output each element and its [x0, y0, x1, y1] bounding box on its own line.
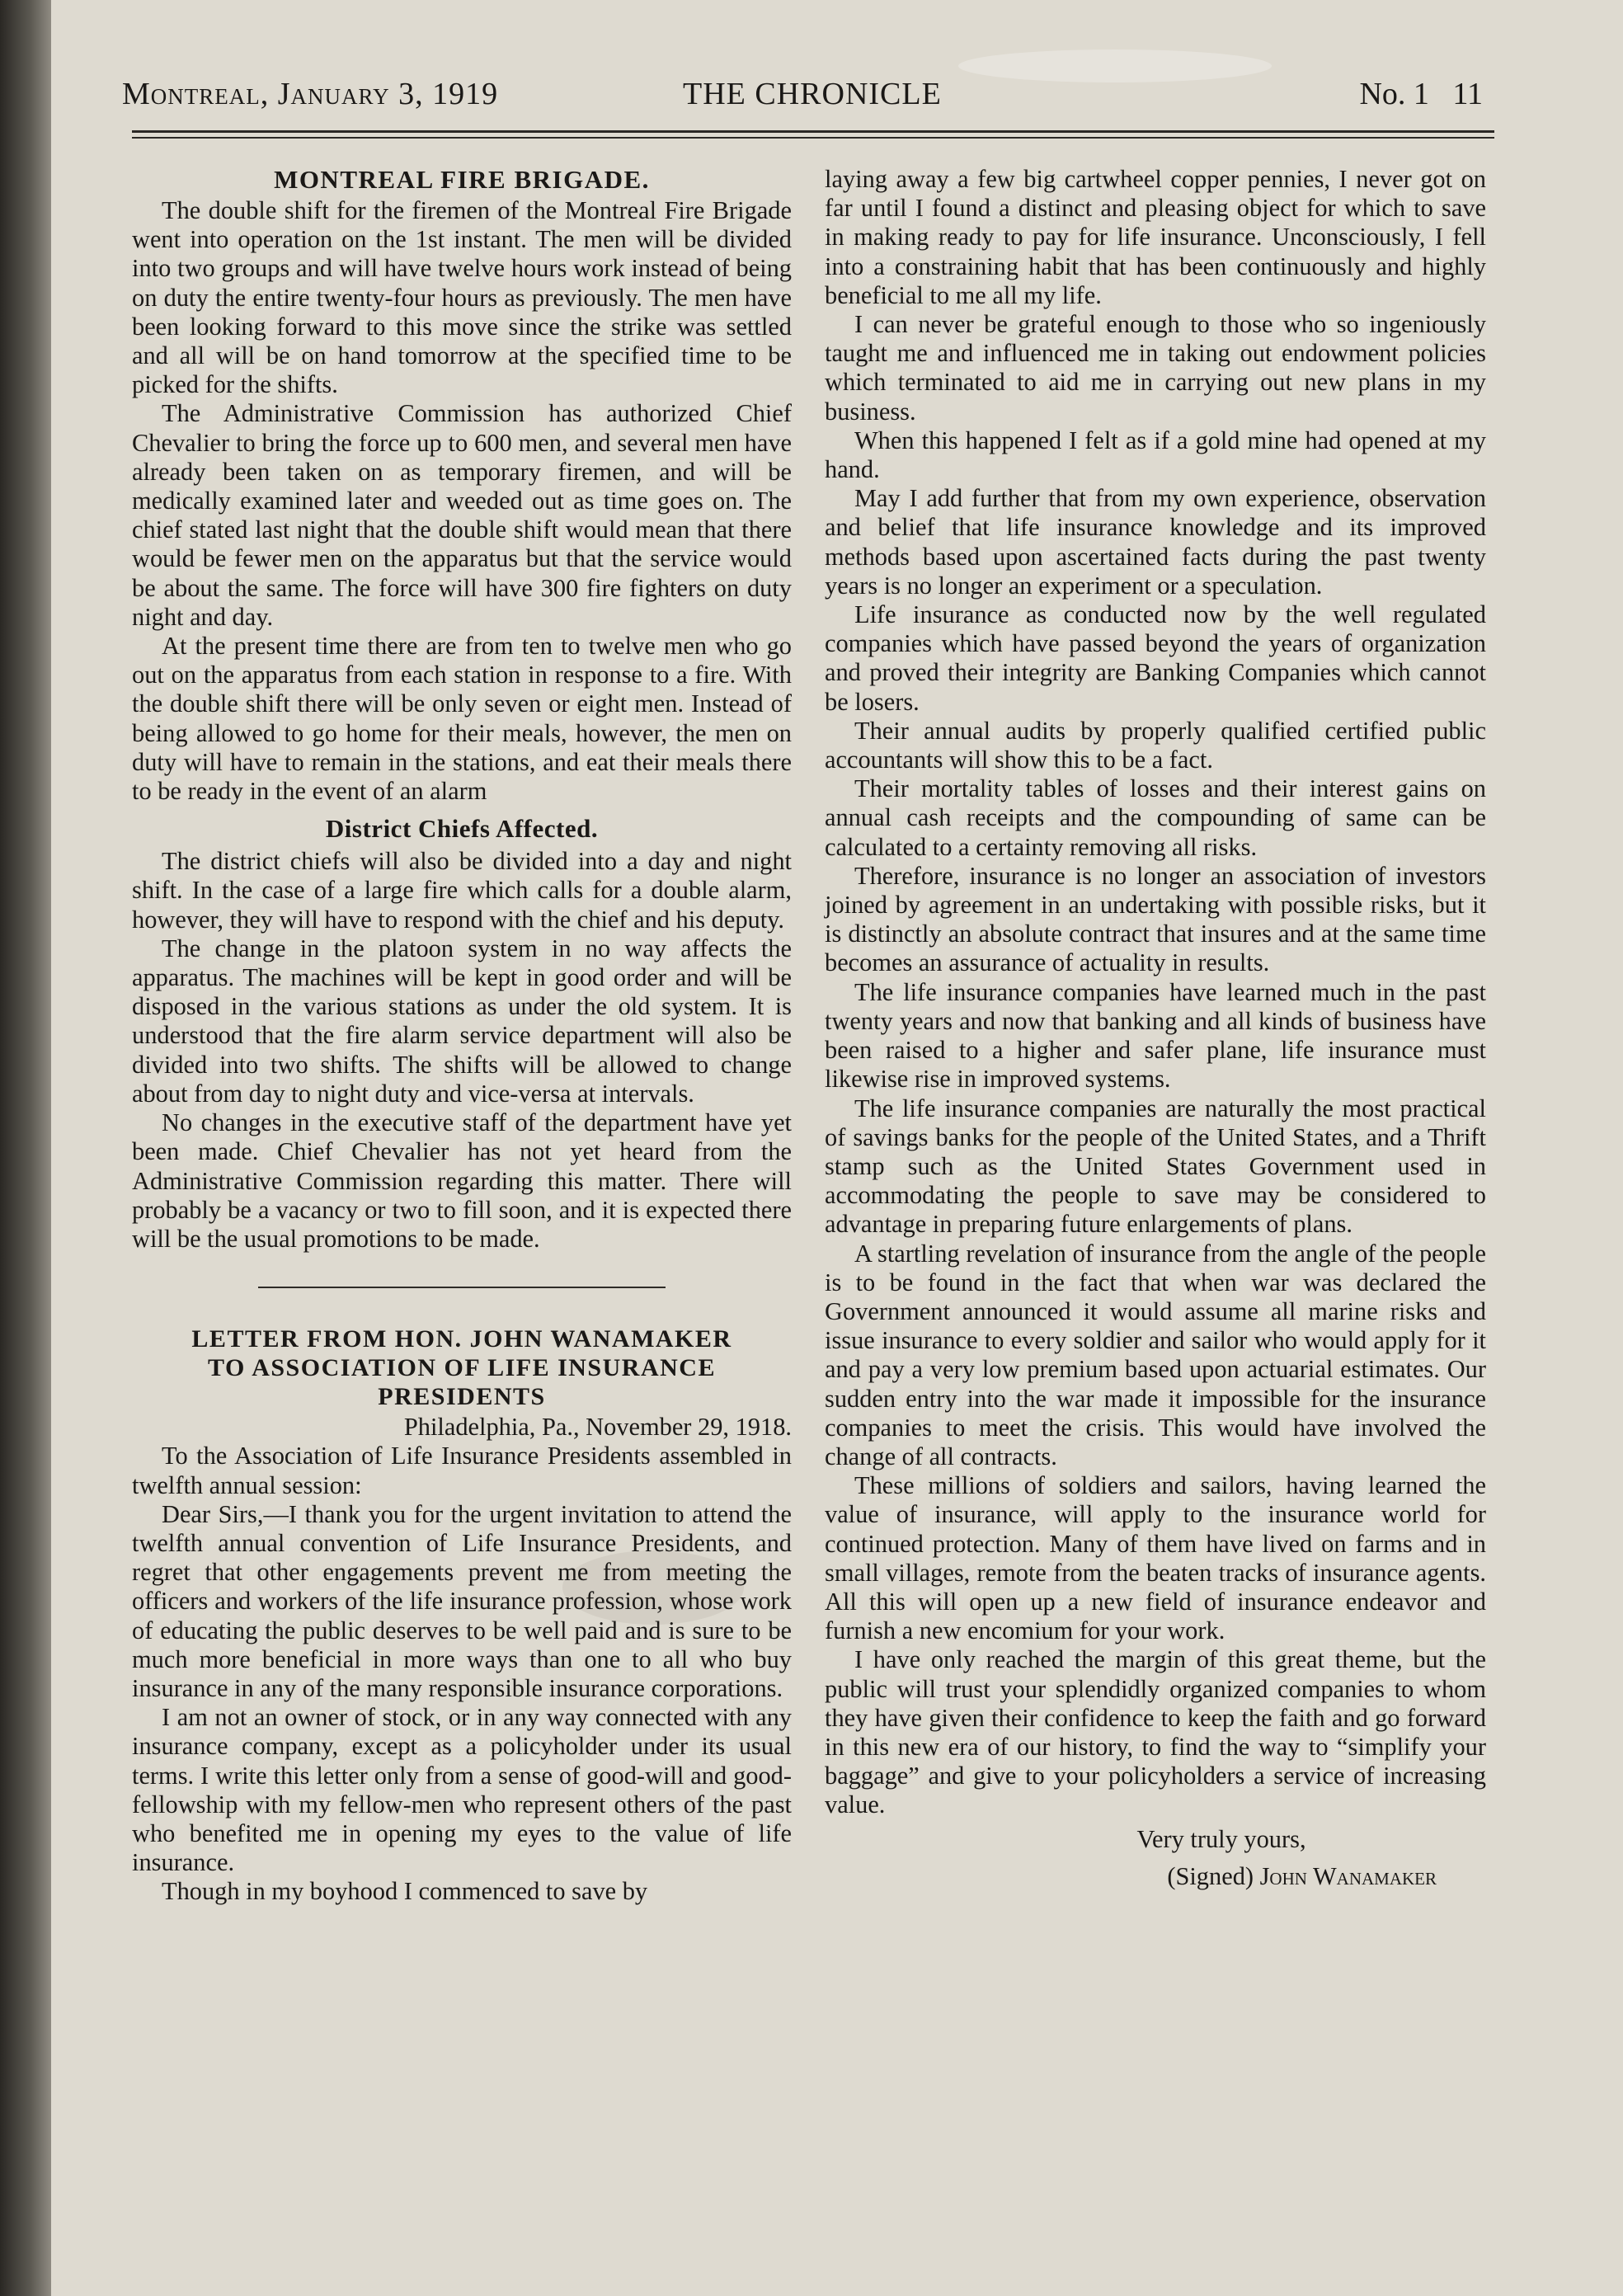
- letter-paragraph: The life insurance companies are naturally the most practical of savings banks for the people of the United States, and a Thrift stamp such as the United States Government used in accommodating the people to save may be considered to advantage in preparing future enlargements of plans.: [825, 1094, 1486, 1239]
- letter-paragraph-list: [825, 310, 1486, 1820]
- letter-closing: Very truly yours,: [1136, 1824, 1306, 1853]
- signer-name: John Wanamaker: [1259, 1861, 1437, 1890]
- letter-paragraph: These millions of soldiers and sailors, having learned the value of insurance, will apply to the insurance world for continued protection. Many of them have lived on farms and in small villages, remote from the beaten tracks of insurance agents. All this will open up a new field of insurance endeavor and furnish a new encomium for your work.: [825, 1471, 1486, 1645]
- letter-dateline: Philadelphia, Pa., November 29, 1918.: [403, 1413, 792, 1442]
- letter-paragraph: Though in my boyhood I commenced to save by: [162, 1877, 648, 1906]
- article-paragraph: The Administrative Commission has authorized Chief Chevalier to bring the force up to 600 men, and several men have already been taken on as temporary firemen, and will be medically examined later and weeded out as time goes on. The chief stated last night that the double shift would mean that there would be fewer men on the apparatus but that the service would be about the same. The force will have 300 fire fighters on duty night and day.: [132, 399, 792, 631]
- letter-address: To the Association of Life Insurance Presidents assembled in twelfth annual session:: [132, 1442, 792, 1499]
- letter-paragraph: Their mortality tables of losses and their interest gains on annual cash receipts and the compounding of same can be calculated to a certainty removing all risks.: [825, 774, 1486, 861]
- title-line: PRESIDENTS: [378, 1383, 546, 1411]
- page-header: [122, 76, 1483, 122]
- letter-paragraph: When this happened I felt as if a gold mine had opened at my hand.: [825, 426, 1486, 484]
- letter-paragraph: I can never be grateful enough to those who so ingeniously taught me and influenced me in taking out endowment policies which terminated to aid me in carrying out new plans in my business.: [825, 310, 1486, 426]
- letter-paragraph: The life insurance companies have learned much in the past twenty years and now that banking and all kinds of business have been raised to a higher and safer plane, life insurance must likewise rise in improved systems.: [825, 977, 1486, 1094]
- letter-paragraph: May I add further that from my own experience, observation and belief that life insurance knowledge and its improved methods based upon ascertained facts during the past twenty years is no longer an experiment or a speculation.: [825, 484, 1486, 600]
- left-column: [132, 165, 792, 1907]
- title-line: TO ASSOCIATION OF LIFE INSURANCE: [208, 1354, 716, 1382]
- article-paragraph: The change in the platoon system in no way affects the apparatus. The machines will be kept in good order and will be disposed in the various stations as under the old system. It is understood that the fire alarm service department will also be divided into two shifts. The shifts will be allowed to change about from day to night duty and vice-versa at intervals.: [132, 934, 792, 1108]
- header-dateline: Montreal, January 3, 1919: [122, 77, 499, 111]
- letter-paragraph-continued: laying away a few big cartwheel copper pennies, I never got on far until I found a distinct and pleasing object for which to save in making ready to pay for life insurance. Unconsciously, I fell into a constraining habit that has been continuously and highly beneficial to me all my life.: [825, 165, 1486, 309]
- letter-paragraph: Dear Sirs,—I thank you for the urgent invitation to attend the twelfth annual convention of Life Insurance Presidents, and regret that other engagements prevent me from meeting the officers and workers of the life insurance profession, whose work of educating the public deserves to be well paid and is sure to be much more beneficial in more ways than one to all who buy insurance in any of the many responsible insurance corporations.: [132, 1499, 792, 1702]
- letter-paragraph: A startling revelation of insurance from the angle of the people is to be found in the fact that when war was declared the Government announced it would assume all marine risks and issue insurance to every soldier and sailor who would apply for it and pay a very low premium based upon actuarial estimates. Our sudden entry into the war made it impossible for the insurance companies to meet the crisis. This would have involved the change of all contracts.: [825, 1239, 1486, 1470]
- letter-paragraph: Their annual audits by properly qualified certified public accountants will show this to be a fact.: [825, 716, 1486, 774]
- article-title-letter: [132, 1324, 792, 1411]
- article-paragraph: The double shift for the firemen of the Montreal Fire Brigade went into operation on the 1st instant. The men will be divided into two groups and will have twelve hours work instead of being on duty the entire twenty-four hours as previously. The men have been looking forward to this move since the strike was settled and all will be on hand tomorrow at the specified time to be picked for the shifts.: [132, 196, 792, 399]
- issue-page-number: No. 1 11: [1359, 77, 1483, 111]
- letter-paragraph: Therefore, insurance is no longer an association of investors joined by agreement in an undertaking with possible risks, but it is distinctly an absolute contract that insures and at the same time becomes an assurance of actuality in results.: [825, 861, 1486, 977]
- subheading-district-chiefs: District Chiefs Affected.: [325, 814, 599, 844]
- article-paragraph: The district chiefs will also be divided into a day and night shift. In the case of a large fire which calls for a double alarm, however, they will have to respond with the chief and his deputy.: [132, 847, 792, 934]
- letter-paragraph: I have only reached the margin of this great theme, but the public will trust your splendidly organized companies to whom they have given their confidence to keep the faith and go forward in this new era of our history, to find the way to “simplify your baggage” and give to your policyholders a service of increasing value.: [825, 1645, 1486, 1819]
- article-paragraph: At the present time there are from ten to twelve men who go out on the apparatus from each station in response to a fire. With the double shift there will be only seven or eight men. Instead of being allowed to go home for their meals, however, the men on duty will have to remain in the stations, and eat their meals there to be ready in the event of an alarm: [132, 632, 792, 806]
- article-paragraph: No changes in the executive staff of the department have yet been made. Chief Chevalier has not yet heard from the Administrative Commission regarding this matter. There will probably be a vacancy or two to fill soon, and it is expected there will be the usual promotions to be made.: [132, 1108, 792, 1253]
- right-column: [825, 165, 1486, 1891]
- article-separator: [258, 1287, 666, 1288]
- letter-paragraph: Life insurance as conducted now by the well regulated companies which have passed beyond the years of organization and proved their integrity are Banking Companies which cannot be losers.: [825, 600, 1486, 716]
- page-binding-edge: [0, 0, 51, 2296]
- publication-title: THE CHRONICLE: [683, 77, 942, 111]
- letter-signature: [825, 1862, 1486, 1891]
- signed-prefix: (Signed): [1167, 1861, 1260, 1890]
- title-line: LETTER FROM HON. JOHN WANAMAKER: [191, 1325, 732, 1353]
- letter-paragraph: I am not an owner of stock, or in any way connected with any insurance company, except as a policyholder under its usual terms. I write this letter only from a sense of good-will and good-fellowship with my fellow-men who represent others of the past who benefited me in opening my eyes to the value of life insurance.: [132, 1703, 792, 1877]
- article-title-fire-brigade: MONTREAL FIRE BRIGADE.: [274, 165, 650, 194]
- header-rule: [132, 130, 1494, 133]
- header-rule: [132, 137, 1494, 139]
